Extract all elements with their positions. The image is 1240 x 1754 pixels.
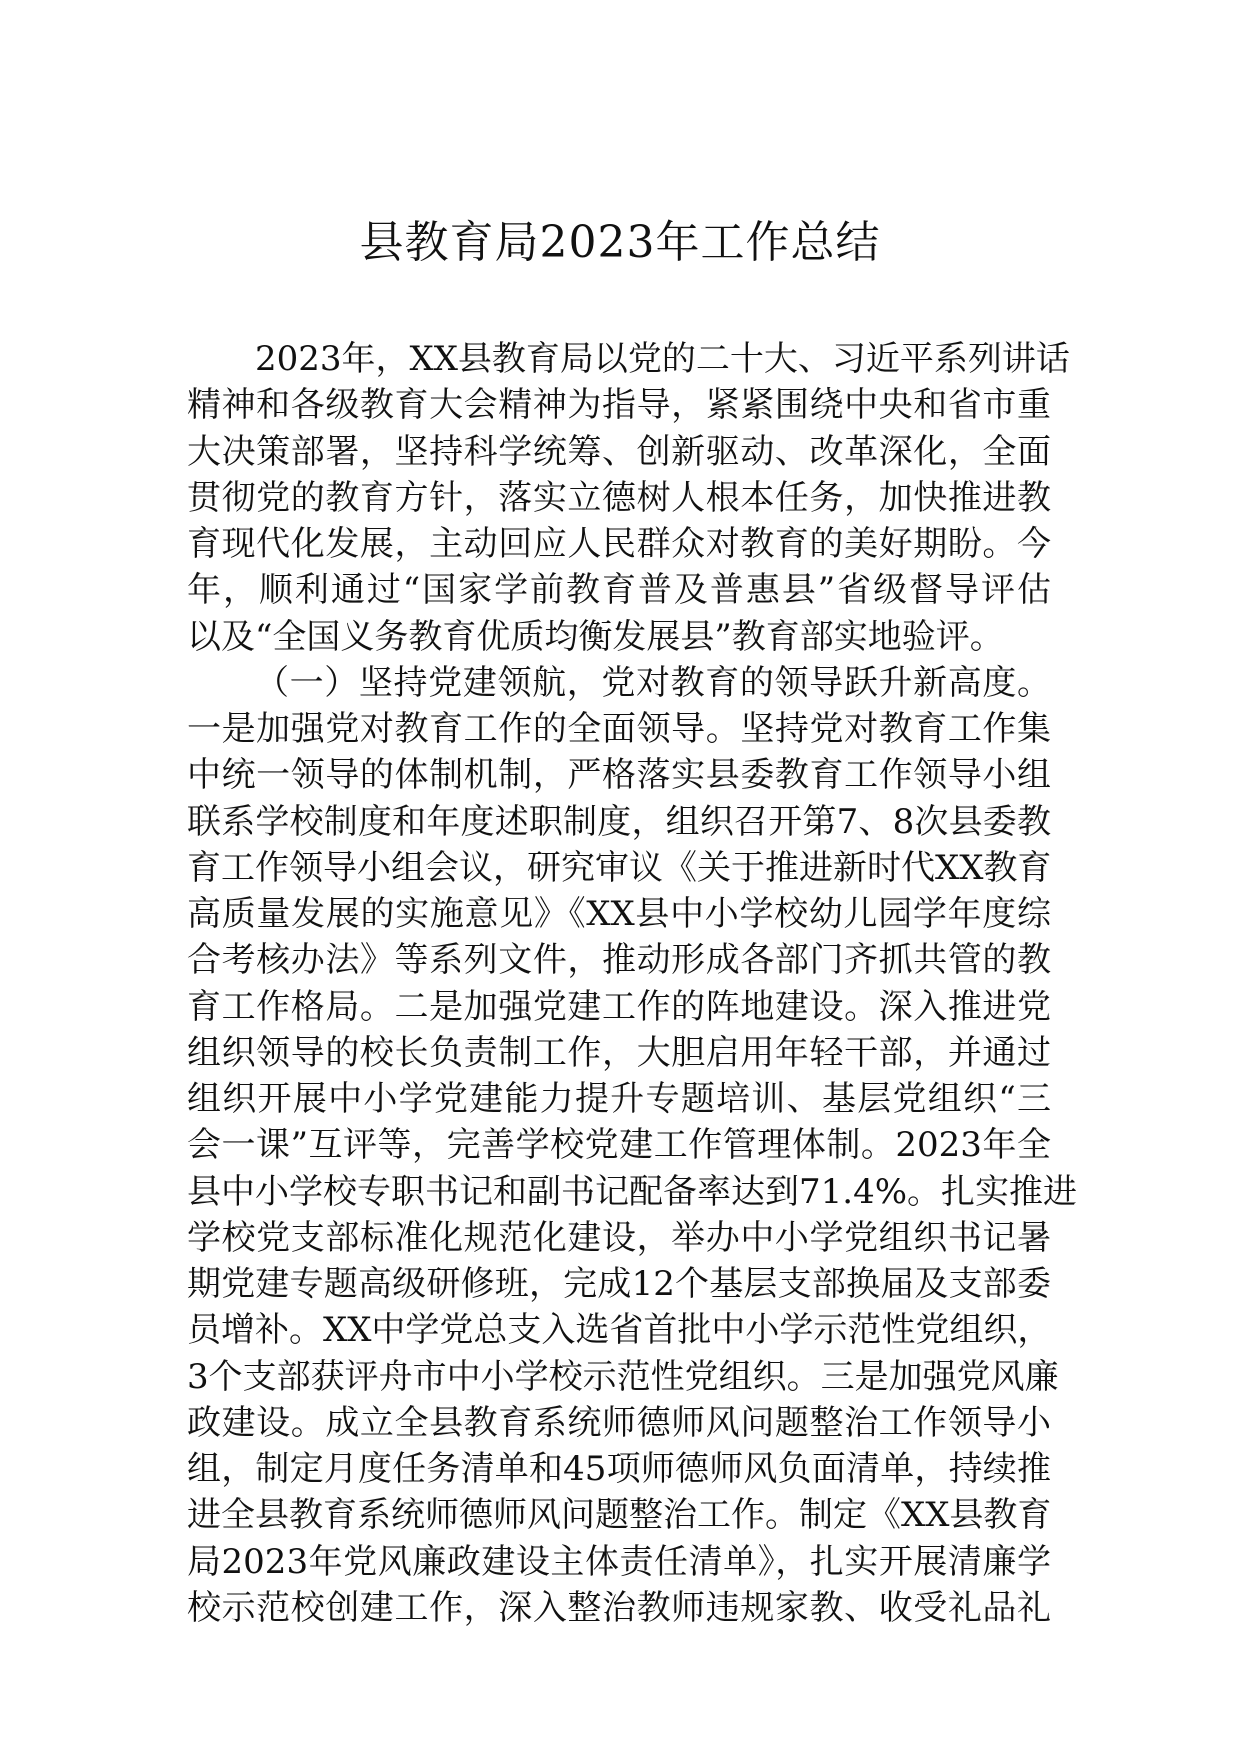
- paragraph-line: 组，制定月度任务清单和45项师德师风负面清单，持续推: [187, 1449, 1051, 1489]
- paragraph-line: 育工作领导小组会议，研究审议《关于推进新时代XX教育: [187, 847, 1052, 888]
- paragraph-line: 贯彻党的教育方针，落实立德树人根本任务，加快推进教: [187, 477, 1051, 518]
- paragraph-line: 3个支部获评舟市中小学校示范性党组织。三是加强党风廉: [187, 1356, 1059, 1397]
- paragraph-line: 中统一领导的体制机制，严格落实县委教育工作领导小组: [187, 755, 1051, 796]
- paragraph-line: 员增补。XX中学党总支入选省首批中小学示范性党组织，: [187, 1310, 1052, 1351]
- paragraph-line: 以及“全国义务教育优质均衡发展县”教育部实地验评。: [187, 616, 1004, 657]
- paragraph-line: 2023年，XX县教育局以党的二十大、习近平系列讲话: [255, 339, 1070, 379]
- paragraph-line: 育现代化发展，主动回应人民群众对教育的美好期盼。今: [187, 524, 1051, 564]
- paragraph-line: 期党建专题高级研修班，完成12个基层支部换届及支部委: [187, 1264, 1051, 1304]
- section-heading-line: （一）坚持党建领航，党对教育的领导跃升新高度。: [255, 662, 1051, 703]
- document-body: [187, 336, 1078, 1631]
- paragraph-line: 大决策部署，坚持科学统筹、创新驱动、改革深化，全面: [187, 431, 1051, 472]
- paragraph-line: 联系学校制度和年度述职制度，组织召开第7、8次县委教: [187, 801, 1051, 842]
- paragraph-line: 年，顺利通过“国家学前教育普及普惠县”省级督导评估: [187, 570, 1051, 611]
- paragraph-line: 组织领导的校长负责制工作，大胆启用年轻干部，并通过: [187, 1032, 1051, 1073]
- paragraph-line: 县中小学校专职书记和副书记配备率达到71.4%。扎实推进: [187, 1171, 1078, 1212]
- paragraph-line: 一是加强党对教育工作的全面领导。坚持党对教育工作集: [187, 709, 1051, 749]
- paragraph-line: 高质量发展的实施意见》《XX县中小学校幼儿园学年度综: [187, 894, 1051, 934]
- paragraph-line: 组织开展中小学党建能力提升专题培训、基层党组织“三: [187, 1079, 1051, 1119]
- paragraph-line: 会一课”互评等，完善学校党建工作管理体制。2023年全: [187, 1125, 1051, 1166]
- paragraph-line: 育工作格局。二是加强党建工作的阵地建设。深入推进党: [187, 986, 1051, 1027]
- paragraph-line: 精神和各级教育大会精神为指导，紧紧围绕中央和省市重: [187, 385, 1051, 426]
- paragraph-line: 政建设。成立全县教育系统师德师风问题整治工作领导小: [187, 1402, 1051, 1443]
- paragraph-line: 学校党支部标准化规范化建设，举办中小学党组织书记暑: [187, 1217, 1051, 1258]
- document-title: 县教育局2023年工作总结: [359, 217, 881, 268]
- paragraph-line: 合考核办法》等系列文件，推动形成各部门齐抓共管的教: [187, 940, 1051, 981]
- paragraph-line: 进全县教育系统师德师风问题整治工作。制定《XX县教育: [187, 1495, 1052, 1536]
- paragraph-line: 局2023年党风廉政建设主体责任清单》，扎实开展清廉学: [187, 1541, 1051, 1582]
- paragraph-line: 校示范校创建工作，深入整治教师违规家教、收受礼品礼: [187, 1587, 1051, 1628]
